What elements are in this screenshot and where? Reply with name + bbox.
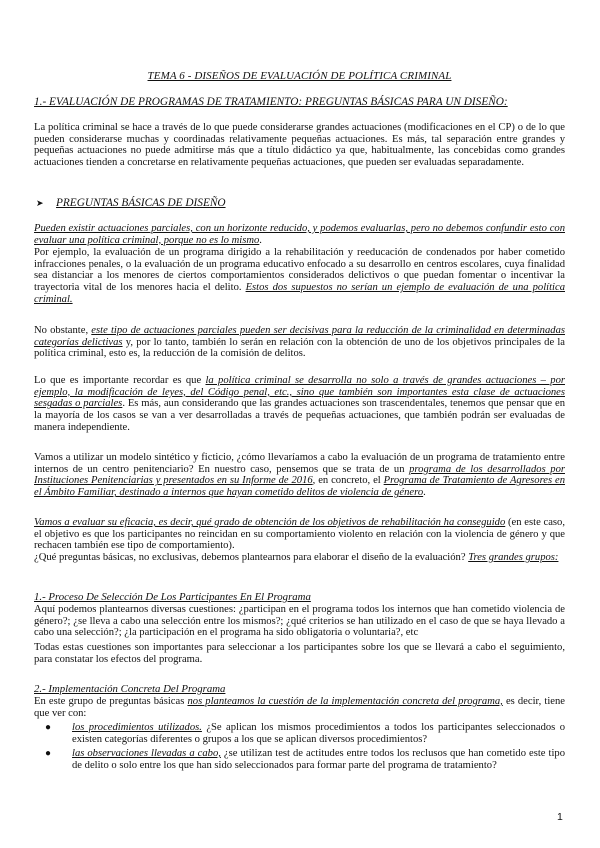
- subheading-implementation: 2.- Implementación Concreta Del Programa: [34, 683, 226, 695]
- emphasis-text: programa de los desarrollados por Instituciones Penitenciarias y presentados en su Informe de 2016: [34, 463, 565, 487]
- emphasis-text: este tipo de actuaciones parciales pueden ser decisivas para la reducción de la criminalidad en determinadas categorías delictivas: [34, 325, 565, 348]
- emphasis-text: los procedimientos utilizados.: [72, 722, 202, 733]
- paragraph-selection-questions: Aquí podemos plantearnos diversas cuestiones: ¿participan en el programa todos los internos que han cometido violencia de género?; ¿se lleva a cabo una selección entre los mismos?; ¿qué criterios se han utilizado en el caso de que se haya llevado a cabo una selección?; ¿la participación en el programa ha sido obligatoria o voluntaria?, etc: [34, 604, 565, 639]
- text-span: (en este caso, el objetivo es que los participantes no reincidan en su comportamiento violento en relación con la violencia de género y que rechacen también ese tipo de comportamiento).: [34, 517, 565, 552]
- emphasis-text: Vamos a evaluar su eficacia, es decir, qué grado de obtención de los objetivos de rehabilitación ha conseguido: [34, 517, 506, 528]
- page-title: TEMA 6 - DISEÑOS DE EVALUACIÓN DE POLÍTICA CRIMINAL: [147, 70, 452, 82]
- emphasis-text: las observaciones llevadas a cabo,: [72, 748, 221, 759]
- bullet-heading: [36, 197, 226, 209]
- text-span: ¿se utilizan test de actitudes entre todos los reclusos que han cometido este tipo de delito o solo entre los que han sido seleccionados para formar parte del programa de tratamiento?: [72, 748, 565, 771]
- text-span: No obstante,: [34, 325, 89, 336]
- page-number: 1: [557, 811, 563, 823]
- bullet-icon: ●: [45, 748, 52, 759]
- text-span: En este grupo de preguntas básicas: [34, 696, 185, 707]
- section-heading-1: 1.- EVALUACIÓN DE PROGRAMAS DE TRATAMIENTO: PREGUNTAS BÁSICAS PARA UN DISEÑO:: [34, 96, 508, 108]
- text-span: .: [259, 234, 262, 246]
- paragraph-efficacy: [34, 517, 565, 564]
- bullet-heading-label: PREGUNTAS BÁSICAS DE DISEÑO: [56, 197, 226, 209]
- emphasis-text: nos planteamos la cuestión de la implementación concreta del programa,: [187, 696, 503, 707]
- paragraph-partial-actions: [34, 223, 565, 246]
- text-span: es decir, tiene que ver con:: [34, 696, 565, 719]
- paragraph-important: [34, 375, 565, 434]
- paragraph-however: [34, 325, 565, 360]
- text-span: . Es más, aun considerando que las grandes actuaciones son trascendentales, tenemos que pensar que en la mayoría de los casos se van a ver desarrolladas a través de pequeñas actuaciones, que también podrán ser evaluadas de manera independiente.: [34, 398, 565, 433]
- text-span: Lo que es importante recordar es que: [34, 375, 202, 386]
- paragraph-example: [34, 247, 565, 306]
- list-item: [34, 722, 565, 745]
- emphasis-text: la política criminal se desarrolla no solo a través de grandes actuaciones – por ejemplo, la modificación de leyes, del Código penal, etc., sino que también son importantes esta clase de actuaciones sesgadas o parciales: [34, 375, 565, 410]
- emphasis-text: Programa de Tratamiento de Agresores en el Ámbito Familiar, destinado a internos que hayan cometido delitos de violencia de género: [34, 475, 566, 499]
- list-item-text: [72, 722, 565, 745]
- arrow-bullet-icon: ➤: [36, 198, 44, 208]
- emphasis-text: Pueden existir actuaciones parciales, con un horizonte reducido, y podemos evaluarlas, pero no debemos confundir esto con evaluar una política criminal, porque no es lo mismo: [34, 223, 565, 246]
- text-span: ¿Se aplican los mismos procedimientos a todos los participantes seleccionados o existen categorías diferentes o grupos a los que se aplican diversos procedimientos?: [72, 722, 565, 745]
- list-item: [34, 748, 565, 771]
- paragraph-implementation: [34, 696, 565, 719]
- text-span: Por ejemplo, la evaluación de un programa dirigido a la rehabilitación y reeducación de condenados por haber cometido infracciones penales, o la evaluación de un programa educativo enfocado a su desarrollo en centros escolares, cuya finalidad sea distanciar a los menores de ciertos comportamientos considerados delictivos o que puedan fomentar o incentivar la trayectoria vital de los menores hacia el delito.: [34, 247, 565, 294]
- text-span: y, por lo tanto, también lo serán en relación con la obtención de uno de los objetivos principales de la política criminal, esto es, la reducción de la comisión de delitos.: [34, 336, 566, 360]
- text-span: .: [423, 487, 426, 499]
- list-item-text: [72, 748, 565, 771]
- paragraph-selection-importance: Todas estas cuestiones son importantes para seleccionar a los participantes sobre los que se llevará a cabo el seguimiento, para constatar los efectos del programa.: [34, 642, 565, 665]
- subheading-selection: 1.- Proceso De Selección De Los Participantes En El Programa: [34, 591, 311, 603]
- bullet-icon: ●: [45, 722, 52, 733]
- paragraph-model: [34, 452, 565, 499]
- text-span: Vamos a utilizar un modelo sintético y ficticio, ¿cómo llevaríamos a cabo la evaluación de un programa de tratamiento entre internos de un centro penitenciario? En nuestro caso, pensemos que se trata de un: [34, 452, 565, 475]
- emphasis-text: Tres grandes grupos:: [468, 552, 559, 564]
- text-span: , en concreto, el: [312, 475, 381, 487]
- paragraph-intro: La política criminal se hace a través de lo que puede considerarse grandes actuaciones (modificaciones en el CP) o de lo que pueden considerarse muchas y coordinadas relativamente pequeñas actuaciones. Es más, tal separación entre grandes y pequeñas actuaciones no puede admitirse más que a título didáctico ya que, habitualmente, las concebidas como grandes actuaciones tienden a concretarse en relativamente pequeñas actuaciones, que pueden ser evaluadas separadamente.: [34, 122, 565, 169]
- text-span: ¿Qué preguntas básicas, no exclusivas, debemos plantearnos para elaborar el diseño de la evaluación?: [34, 552, 466, 564]
- emphasis-text: Estos dos supuestos no serían un ejemplo de evaluación de una política criminal.: [34, 282, 565, 305]
